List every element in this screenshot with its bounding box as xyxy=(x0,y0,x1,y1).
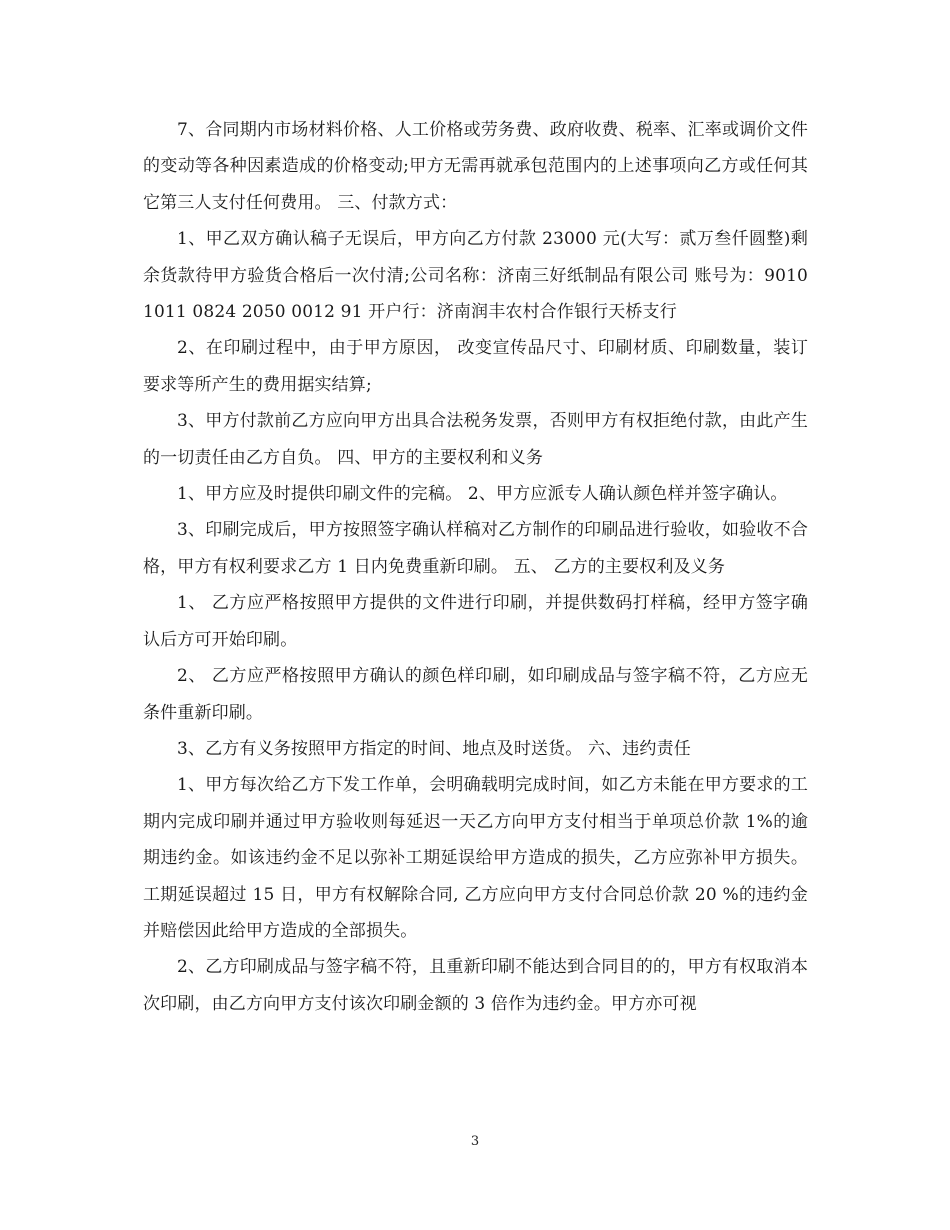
paragraph-delivery: 3、乙方有义务按照甲方指定的时间、地点及时送货。 六、违约责任 xyxy=(177,738,691,759)
paragraph-cost-settlement: 2、在印刷过程中，由于甲方原因， 改变宣传品尺寸、印刷材质、印刷数量，装订要求等所产生的费用据实结算; xyxy=(143,338,808,395)
page-number: 3 xyxy=(470,1134,480,1149)
paragraph-acceptance: 3、印刷完成后，甲方按照签字确认样稿对乙方制作的印刷品进行验收，如验收不合格，甲方有权利要求乙方 1 日内免费重新印刷。 五、 乙方的主要权利及义务 xyxy=(143,520,808,577)
document-body xyxy=(143,112,808,1022)
paragraph-payment-account: 1、甲乙双方确认稿子无误后，甲方向乙方付款 23000 元(大写：贰万叁仟圆整)剩余货款待甲方验货合格后一次付清;公司名称：济南三好纸制品有限公司 账号为：9010 1011 0824 2050 0012 91 开户行：济南润丰农村合作银行天桥支行 xyxy=(143,229,808,323)
paragraph-printing-proof: 1、 乙方应严格按照甲方提供的文件进行印刷，并提供数码打样稿，经甲方签字确认后方可开始印刷。 xyxy=(143,593,808,650)
paragraph-delay-penalty: 1、甲方每次给乙方下发工作单，会明确载明完成时间，如乙方未能在甲方要求的工期内完成印刷并通过甲方验收则每延迟一天乙方向甲方支付相当于单项总价款 1%的逾期违约金。如该违约金不足以弥补工期延误给甲方造成的损失，乙方应弥补甲方损失。工期延误超过 15 日，甲方有权解除合同, 乙方应向甲方支付合同总价款 20 %的违约金并赔偿因此给甲方造成的全部损失。 xyxy=(143,775,808,941)
paragraph-party-a-duties: 1、甲方应及时提供印刷文件的完稿。 2、甲方应派专人确认颜色样并签字确认。 xyxy=(177,484,788,505)
paragraph-tax-invoice: 3、甲方付款前乙方应向甲方出具合法税务发票，否则甲方有权拒绝付款，由此产生的一切责任由乙方自负。 四、甲方的主要权利和义务 xyxy=(143,411,808,468)
paragraph-color-sample: 2、 乙方应严格按照甲方确认的颜色样印刷，如印刷成品与签字稿不符，乙方应无条件重新印刷。 xyxy=(143,666,808,723)
paragraph-price-change: 7、合同期内市场材料价格、人工价格或劳务费、政府收费、税率、汇率或调价文件的变动等各种因素造成的价格变动;甲方无需再就承包范围内的上述事项向乙方或任何其它第三人支付任何费用。 三、付款方式： xyxy=(143,120,808,213)
paragraph-mismatch-penalty: 2、乙方印刷成品与签字稿不符，且重新印刷不能达到合同目的的，甲方有权取消本次印刷，由乙方向甲方支付该次印刷金额的 3 倍作为违约金。甲方亦可视 xyxy=(143,957,808,1014)
